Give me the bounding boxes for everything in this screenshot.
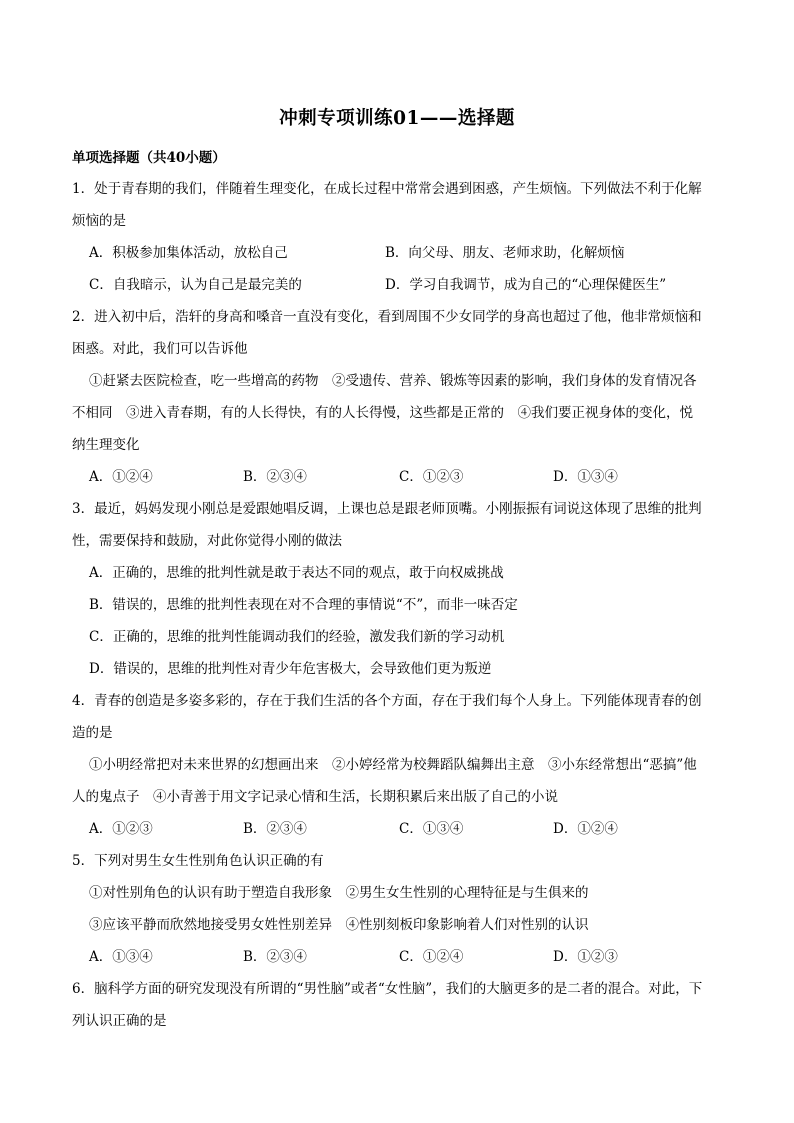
q5-statements-line1: ①对性别角色的认识有助于塑造自我形象 ②男生女生性别的心理特征是与生俱来的 <box>89 885 589 901</box>
q1-stem-line1: 1．处于青春期的我们，伴随着生理变化，在成长过程中常常会遇到困惑，产生烦恼。下列做法不利于化解 <box>72 181 702 197</box>
q3-option-b: B．错误的，思维的批判性表现在对不合理的事情说“不”，而非一味否定 <box>89 597 518 613</box>
q4-option-b: B．②③④ <box>243 821 307 837</box>
q4-stem-line2: 造的是 <box>72 725 113 741</box>
q3-option-d: D．错误的，思维的批判性对青少年危害极大，会导致他们更为叛逆 <box>89 661 492 677</box>
q3-stem-line1: 3．最近，妈妈发现小刚总是爱跟她唱反调，上课也总是跟老师顶嘴。小刚振振有词说这体现了思维的批判 <box>72 501 702 517</box>
q1-option-a: A．积极参加集体活动，放松自己 <box>89 245 288 261</box>
q6-stem-line2: 列认识正确的是 <box>72 1013 167 1029</box>
q2-option-d: D．①③④ <box>553 469 618 485</box>
q2-option-b: B．②③④ <box>243 469 307 485</box>
q4-option-c: C．①③④ <box>399 821 464 837</box>
q2-stem-line1: 2．进入初中后，浩轩的身高和嗓音一直没有变化，看到周围不少女同学的身高也超过了他，他非常烦恼和 <box>72 309 702 325</box>
q6-stem-line1: 6．脑科学方面的研究发现没有所谓的“男性脑”或者“女性脑”，我们的大脑更多的是二者的混合。对此，下 <box>72 981 703 997</box>
q5-option-b: B．②③④ <box>243 949 307 965</box>
q2-statements-line2: 不相同 ③进入青春期，有的人长得快，有的人长得慢，这些都是正常的 ④我们要正视身体的变化，悦 <box>72 405 693 421</box>
q5-statements-line2: ③应该平静而欣然地接受男女姓性别差异 ④性别刻板印象影响着人们对性别的认识 <box>89 917 589 933</box>
q2-statements-line1: ①赶紧去医院检查，吃一些增高的药物 ②受遗传、营养、锻炼等因素的影响，我们身体的发育情况各 <box>89 373 697 389</box>
q4-option-d: D．①②④ <box>553 821 618 837</box>
q4-statements-line1: ①小明经常把对未来世界的幻想画出来 ②小婷经常为校舞蹈队编舞出主意 ③小东经常想出“恶搞”他 <box>89 757 697 773</box>
q1-option-d: D．学习自我调节，成为自己的“心理保健医生” <box>385 277 667 293</box>
q1-option-c: C．自我暗示，认为自己是最完美的 <box>89 277 302 293</box>
q4-statements-line2: 人的鬼点子 ④小青善于用文字记录心情和生活，长期积累后来出版了自己的小说 <box>72 789 558 805</box>
q3-option-c: C．正确的，思维的批判性能调动我们的经验，激发我们新的学习动机 <box>89 629 505 645</box>
q2-stem-line2: 困惑。对此，我们可以告诉他 <box>72 341 248 357</box>
page-title: 冲刺专项训练01——选择题 <box>279 108 515 129</box>
q3-stem-line2: 性，需要保持和鼓励，对此你觉得小刚的做法 <box>72 533 342 549</box>
q2-statements-line3: 纳生理变化 <box>72 437 140 453</box>
q5-stem-line1: 5．下列对男生女生性别角色认识正确的有 <box>72 853 324 869</box>
q1-option-b: B．向父母、朋友、老师求助，化解烦恼 <box>385 245 625 261</box>
q5-option-a: A．①③④ <box>89 949 153 965</box>
q4-option-a: A．①②③ <box>89 821 153 837</box>
q2-option-c: C．①②③ <box>399 469 464 485</box>
q1-stem-line2: 烦恼的是 <box>72 213 126 229</box>
section-heading: 单项选择题（共40小题） <box>72 150 226 166</box>
q5-option-c: C．①②④ <box>399 949 464 965</box>
q3-option-a: A．正确的，思维的批判性就是敢于表达不同的观点，敢于向权威挑战 <box>89 565 504 581</box>
q4-stem-line1: 4．青春的创造是多姿多彩的，存在于我们生活的各个方面，存在于我们每个人身上。下列能体现青春的创 <box>72 693 702 709</box>
q5-option-d: D．①②③ <box>553 949 618 965</box>
q2-option-a: A．①②④ <box>89 469 153 485</box>
